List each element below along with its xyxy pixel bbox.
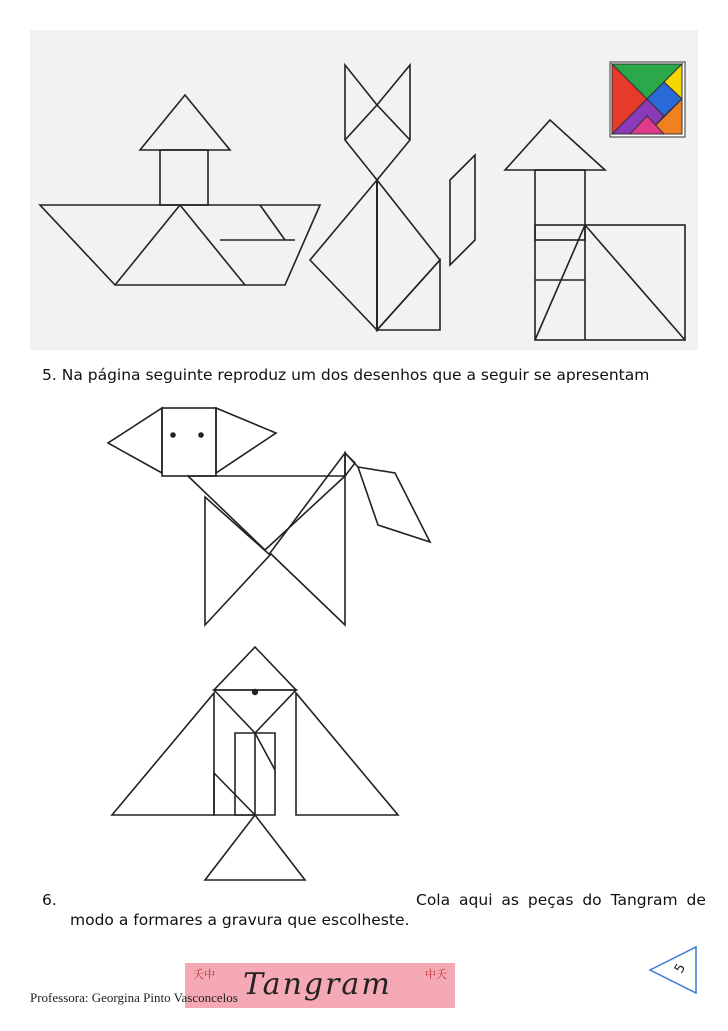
color-tangram-square <box>610 62 685 137</box>
tower-figure <box>505 120 685 340</box>
tangram-shapes-drawing <box>30 30 698 350</box>
question-5-number: 5. <box>42 366 57 384</box>
question-6-text: Cola aqui as peças do Tangram de <box>416 891 706 909</box>
teacher-credit: Professora: Georgina Pinto Vasconcelos <box>30 990 238 1005</box>
question-5 <box>42 365 649 385</box>
question-5-text: Na página seguinte reproduz um dos desenhos que a seguir se apresentam <box>61 366 650 384</box>
banner-decoration-right: 中夭 <box>425 968 447 981</box>
page-number: 5 <box>671 961 690 976</box>
dog-figure <box>100 405 440 635</box>
house-boat-figure <box>40 95 320 285</box>
tangram-logo: Tangram <box>243 967 392 1002</box>
banner-decoration-left: 夭中 <box>193 968 215 981</box>
page-number-badge <box>648 945 698 995</box>
question-6-text-continuation: modo a formares a gravura que escolheste. <box>70 911 410 929</box>
question-6-number: 6. <box>42 891 57 909</box>
bird-figure <box>110 645 400 885</box>
tangram-examples-scan <box>30 30 698 350</box>
cat-figure <box>310 65 475 330</box>
